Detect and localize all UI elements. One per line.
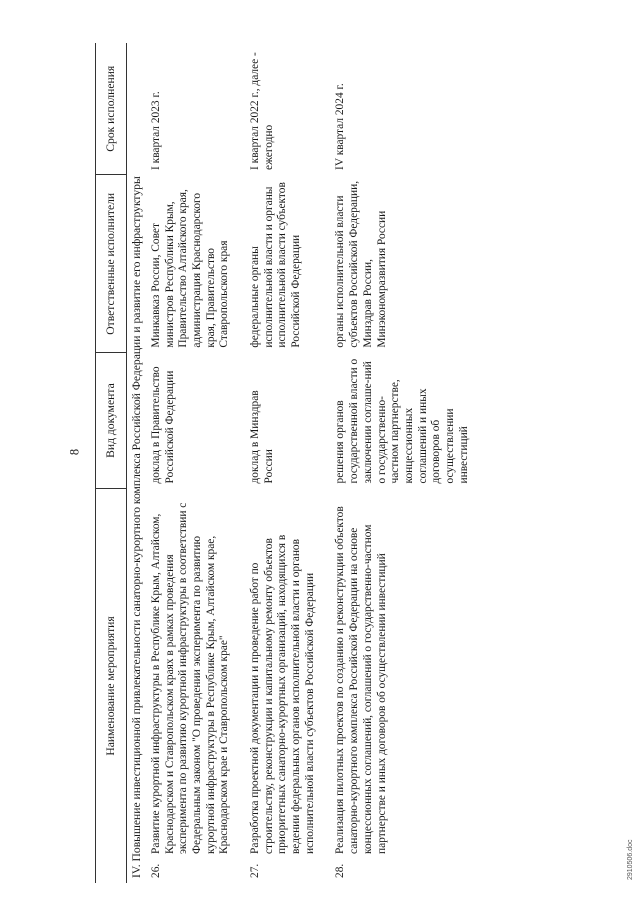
row-executors: Минкавказ России, Совет министров Республики Крым, Правительство Алтайского края, администрация Краснодарского края, Правительство Ставропольского края <box>149 189 231 348</box>
file-code: 2910506.doc <box>627 839 634 880</box>
header-doc-type: Вид документа <box>96 353 127 489</box>
row-number: 26. <box>149 863 162 878</box>
section-title: IV. Повышение инвестиционной привлекательности санаторно-курортного комплекса Российской Федерации и развитие его инфраструктуры <box>130 176 143 878</box>
table-header-row <box>96 43 127 883</box>
table-row <box>331 43 485 883</box>
activities-table <box>95 43 485 883</box>
header-deadline: Срок исполнения <box>96 43 127 175</box>
row-name: Реализация пилотных проектов по созданию и реконструкции объектов санаторно-курортного комплекса Российской Федерации на основе концессионных соглашений, соглашений о государственно-частном партнерстве и иных договоров об осуществлении инвестиций <box>334 506 388 854</box>
row-doc-type: решения органов государственной власти о заключении соглаше-ний о государственно-частном партнерстве, концессионных соглашений и иных договоров об осуществлении инвестиций <box>334 358 470 484</box>
row-executors: федеральные органы исполнительной власти и органы исполнительной власти субъектов Российской Федерации <box>249 182 303 348</box>
row-name-cell <box>147 488 246 883</box>
row-deadline: IV квартал 2024 г. <box>334 83 347 170</box>
rotated-page-content <box>95 43 590 883</box>
header-name: Наименование мероприятия <box>96 488 127 883</box>
row-number: 28. <box>334 863 347 878</box>
table-row <box>246 43 331 883</box>
row-number: 27. <box>249 863 262 878</box>
section-row <box>127 43 147 883</box>
row-name-cell <box>246 488 331 883</box>
row-deadline: I квартал 2022 г., далее - ежегодно <box>249 52 275 170</box>
row-deadline: I квартал 2023 г. <box>149 91 162 170</box>
row-doc-type: доклад в Правительство Российской Федерации <box>149 366 176 484</box>
header-executors: Ответственные исполнители <box>96 175 127 353</box>
row-name: Развитие курортной инфраструктуры в Республике Крым, Алтайском, Краснодарском и Ставропольском краях в рамках проведения эксперимента по развитию курортной инфраструктуры в соответствии с Федеральным законом "О проведении эксперимента по развитию курортной инфраструктуры в Республике Крым, Алтайском крае, Краснодарском крае и Ставропольском крае" <box>149 502 231 854</box>
row-executors: органы исполнительной власти субъектов Российской Федерации, Минздрав России, Минэкономразвития России <box>334 180 388 348</box>
table-row <box>147 43 246 883</box>
row-name-cell <box>331 488 485 883</box>
row-name: Разработка проектной документации и проведение работ по строительству, реконструкции и капитальному ремонту объектов приоритетных санаторно-курортных организаций, находящихся в ведении федеральных органов исполнительной власти и органов исполнительной власти субъектов Российской Федерации <box>249 534 316 854</box>
page-number: 8 <box>67 448 82 456</box>
row-doc-type: доклад в Минздрав России <box>249 390 275 484</box>
